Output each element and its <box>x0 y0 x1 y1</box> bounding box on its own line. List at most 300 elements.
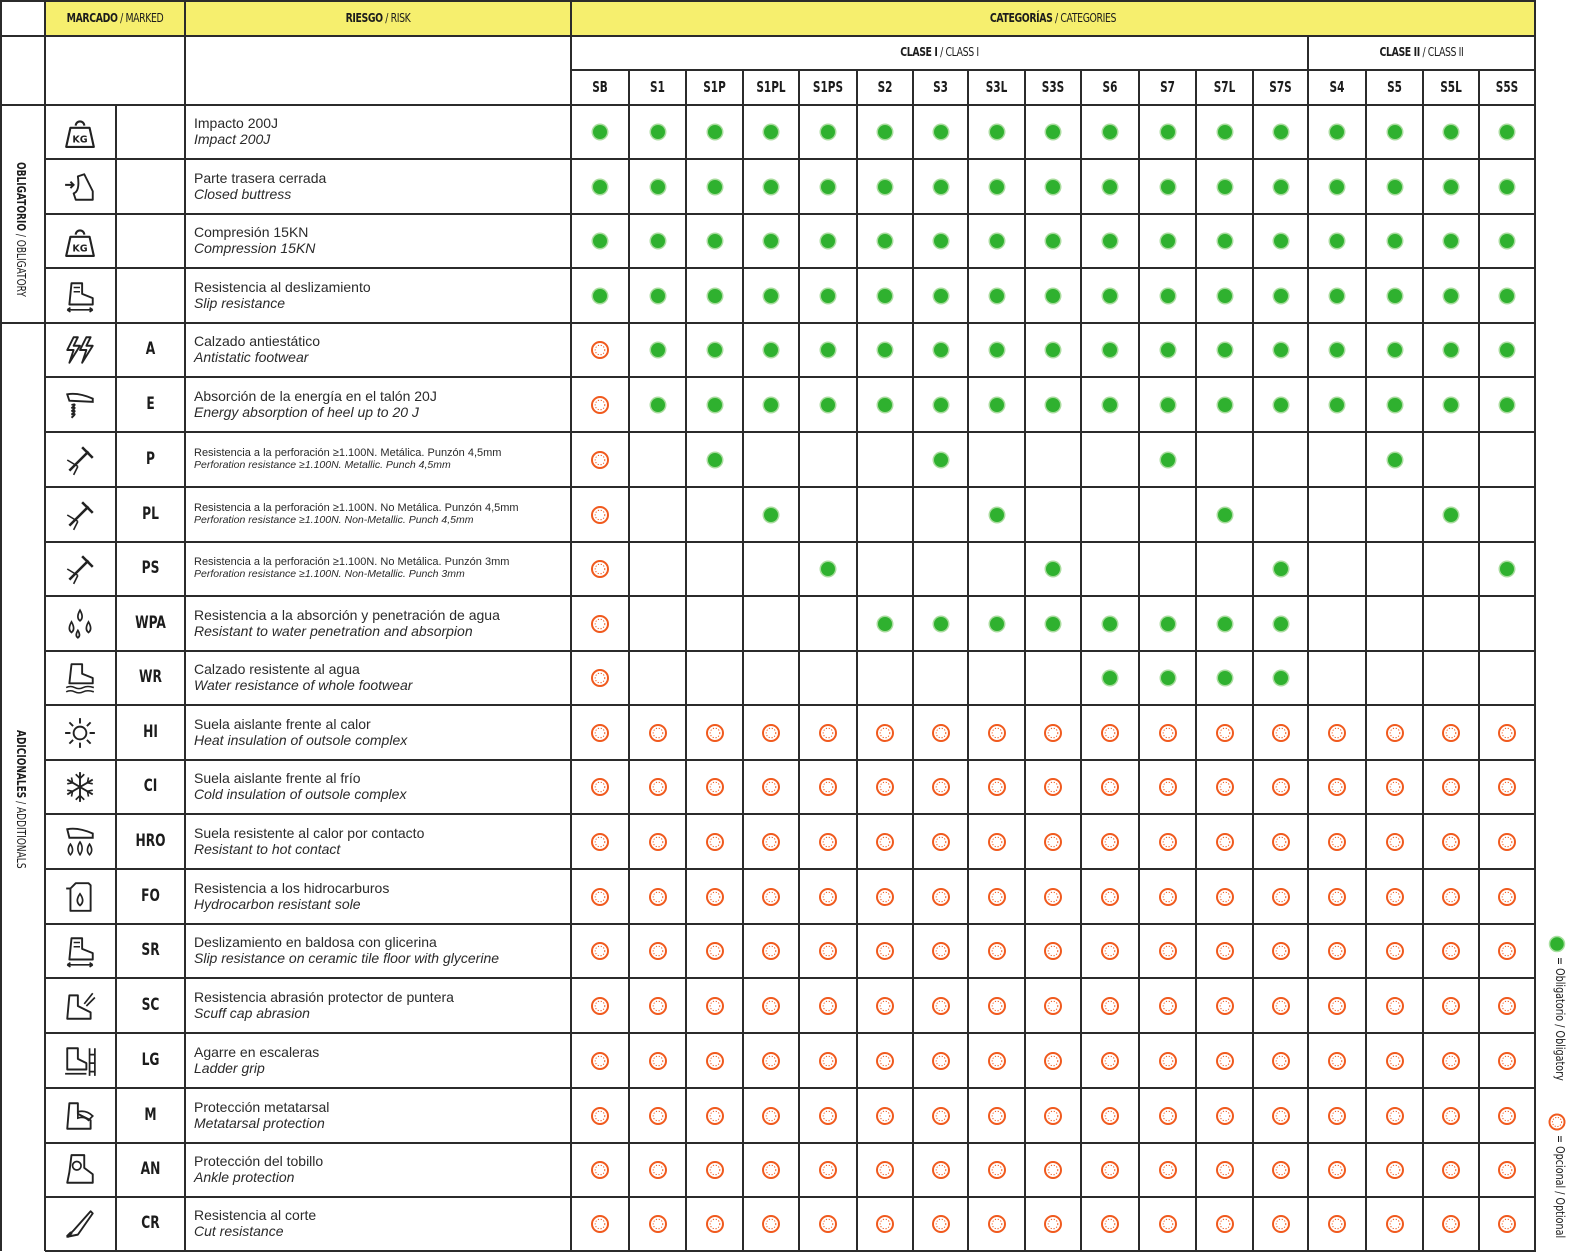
obligatory-mark <box>1271 286 1291 306</box>
optional-mark <box>705 1106 725 1126</box>
optional-mark <box>1385 887 1405 907</box>
optional-mark <box>1100 887 1120 907</box>
obligatory-mark <box>761 340 781 360</box>
grid-row-border <box>45 977 1536 979</box>
optional-mark <box>1271 1106 1291 1126</box>
obligatory-mark <box>590 122 610 142</box>
optional-mark <box>931 723 951 743</box>
obligatory-mark <box>818 395 838 415</box>
obligatory-mark <box>1497 231 1517 251</box>
risk-description <box>194 989 566 1021</box>
obligatory-mark <box>648 340 668 360</box>
optional-mark <box>590 941 610 961</box>
nail-icon <box>63 552 97 586</box>
optional-mark <box>1497 1160 1517 1180</box>
optional-mark <box>875 832 895 852</box>
optional-mark <box>1043 941 1063 961</box>
obligatory-mark <box>1043 614 1063 634</box>
weight-kg-icon <box>63 224 97 258</box>
risk-es: Suela aislante frente al calor <box>194 715 371 732</box>
optional-mark <box>875 777 895 797</box>
optional-mark <box>590 777 610 797</box>
category-header-s7l: S7L <box>1213 78 1236 96</box>
risk-en: Closed buttress <box>194 185 292 202</box>
optional-mark <box>1043 1106 1063 1126</box>
obligatory-mark <box>875 286 895 306</box>
obligatory-mark <box>761 505 781 525</box>
optional-mark <box>590 832 610 852</box>
optional-mark <box>761 1051 781 1071</box>
obligatory-mark <box>1215 340 1235 360</box>
obligatory-mark <box>1158 231 1178 251</box>
grid-vline <box>44 0 46 1251</box>
optional-mark <box>1271 1051 1291 1071</box>
optional-mark <box>1271 887 1291 907</box>
optional-mark <box>648 832 668 852</box>
obligatory-mark <box>1497 177 1517 197</box>
obligatory-mark <box>648 177 668 197</box>
optional-mark <box>818 832 838 852</box>
marking-code: AN <box>140 1159 161 1179</box>
weight-kg-icon <box>63 115 97 149</box>
optional-mark <box>1043 723 1063 743</box>
optional-mark <box>875 1214 895 1234</box>
optional-mark <box>761 1106 781 1126</box>
risk-description <box>194 447 566 471</box>
optional-mark <box>705 887 725 907</box>
category-header-s1pl: S1PL <box>756 78 786 96</box>
optional-mark <box>931 1106 951 1126</box>
obligatory-mark <box>1441 505 1461 525</box>
optional-mark <box>818 1106 838 1126</box>
optional-mark <box>1158 996 1178 1016</box>
category-header-s5l: S5L <box>1440 78 1462 96</box>
obligatory-mark <box>931 340 951 360</box>
optional-mark <box>875 1106 895 1126</box>
optional-mark <box>590 1106 610 1126</box>
grid-header-border <box>0 35 1536 37</box>
marking-code: WR <box>139 667 162 687</box>
optional-mark <box>705 1160 725 1180</box>
risk-es: Agarre en escaleras <box>194 1043 320 1060</box>
obligatory-mark <box>761 177 781 197</box>
risk-en: Impact 200J <box>194 131 271 147</box>
obligatory-mark <box>590 177 610 197</box>
marking-code: P <box>146 448 155 469</box>
optional-mark <box>987 832 1007 852</box>
obligatory-mark <box>931 177 951 197</box>
obligatory-mark <box>875 177 895 197</box>
optional-mark <box>761 1214 781 1234</box>
optional-mark <box>1497 1051 1517 1071</box>
optional-mark <box>931 887 951 907</box>
risk-en: Scuff cap abrasion <box>194 1004 310 1021</box>
header-risk: RIESGO / RISK <box>345 11 411 25</box>
optional-mark <box>1043 1051 1063 1071</box>
risk-en: Metatarsal protection <box>194 1114 325 1131</box>
optional-mark <box>648 1051 668 1071</box>
risk-es: Suela resistente al calor por contacto <box>194 824 425 841</box>
risk-description <box>194 279 566 311</box>
optional-mark <box>1271 1160 1291 1180</box>
optional-mark <box>1327 941 1347 961</box>
obligatory-mark <box>987 286 1007 306</box>
optional-mark <box>1158 941 1178 961</box>
risk-en: Cold insulation of outsole complex <box>194 786 407 802</box>
category-header-s4: S4 <box>1329 78 1345 96</box>
obligatory-mark <box>1158 122 1178 142</box>
nail-icon <box>63 443 97 477</box>
grid-vline <box>1252 70 1254 1251</box>
obligatory-mark <box>705 450 725 470</box>
grid-vline <box>1365 70 1367 1251</box>
optional-mark <box>987 723 1007 743</box>
optional-mark <box>1497 887 1517 907</box>
optional-mark <box>1158 887 1178 907</box>
ankle-icon <box>63 1153 97 1187</box>
obligatory-mark <box>987 614 1007 634</box>
obligatory-mark <box>1497 340 1517 360</box>
optional-mark <box>818 1160 838 1180</box>
grid-class-border <box>571 69 1536 71</box>
optional-mark <box>648 723 668 743</box>
legend-optional-text: = Opcional / Optional <box>1553 1135 1567 1239</box>
optional-mark <box>705 777 725 797</box>
risk-en: Ankle protection <box>194 1169 295 1185</box>
grid-vline <box>967 70 969 1251</box>
header-class-1: CLASE I / CLASS I <box>900 45 979 59</box>
grid-vline <box>1478 70 1480 1251</box>
grid-row-border <box>45 923 1536 925</box>
obligatory-mark <box>705 231 725 251</box>
obligatory-mark <box>1385 395 1405 415</box>
heel-spring-icon <box>63 388 97 422</box>
optional-mark <box>1215 832 1235 852</box>
optional-mark <box>648 941 668 961</box>
optional-mark <box>931 1214 951 1234</box>
obligatory-mark <box>987 340 1007 360</box>
optional-mark <box>761 777 781 797</box>
obligatory-mark <box>761 395 781 415</box>
risk-en: Energy absorption of heel up to 20 J <box>194 403 419 420</box>
grid-row-border <box>45 759 1536 761</box>
obligatory-mark <box>1215 505 1235 525</box>
optional-mark <box>1327 1214 1347 1234</box>
risk-es: Compresión 15KN <box>194 224 309 240</box>
grid-vline <box>570 0 572 1251</box>
marking-code: FO <box>141 885 160 906</box>
optional-mark <box>1327 1051 1347 1071</box>
obligatory-mark <box>818 559 838 579</box>
optional-mark <box>818 1051 838 1071</box>
optional-mark <box>1215 1051 1235 1071</box>
grid-top-border <box>0 0 1536 2</box>
obligatory-mark <box>875 614 895 634</box>
obligatory-mark <box>1158 286 1178 306</box>
optional-mark <box>875 941 895 961</box>
optional-mark <box>1385 1160 1405 1180</box>
optional-mark <box>1385 1051 1405 1071</box>
optional-mark <box>590 1051 610 1071</box>
risk-en: Perforation resistance ≥1.100N. Non-Metallic. Punch 3mm <box>194 568 465 580</box>
category-header-s3l: S3L <box>985 78 1008 96</box>
grid-vline <box>1024 70 1026 1251</box>
optional-mark <box>987 1160 1007 1180</box>
obligatory-mark <box>761 286 781 306</box>
grid-vline <box>742 70 744 1251</box>
optional-mark <box>1158 832 1178 852</box>
risk-description <box>194 607 566 639</box>
grid-row-border <box>45 1196 1536 1198</box>
risk-en: Hydrocarbon resistant sole <box>194 895 361 912</box>
obligatory-mark <box>1043 122 1063 142</box>
sun-icon <box>63 716 97 750</box>
obligatory-mark <box>818 177 838 197</box>
optional-mark <box>705 723 725 743</box>
obligatory-mark <box>705 286 725 306</box>
optional-mark <box>1441 1106 1461 1126</box>
obligatory-mark <box>1271 122 1291 142</box>
grid-vline <box>912 70 914 1251</box>
optional-mark <box>875 887 895 907</box>
optional-mark <box>761 887 781 907</box>
obligatory-mark <box>1271 177 1291 197</box>
optional-mark <box>1497 941 1517 961</box>
risk-en: Compression 15KN <box>194 240 316 256</box>
risk-es: Calzado resistente al agua <box>194 661 360 677</box>
optional-mark <box>1158 723 1178 743</box>
obligatory-mark <box>648 231 668 251</box>
optional-mark <box>1100 777 1120 797</box>
obligatory-mark <box>1441 395 1461 415</box>
optional-mark <box>818 941 838 961</box>
optional-mark <box>1441 1214 1461 1234</box>
svg-text:KG: KG <box>72 134 88 146</box>
obligatory-mark <box>1327 231 1347 251</box>
obligatory-mark <box>987 122 1007 142</box>
risk-en: Resistant to hot contact <box>194 840 341 857</box>
grid-row-border <box>45 1142 1536 1144</box>
risk-description <box>194 1099 566 1131</box>
obligatory-mark <box>1215 668 1235 688</box>
risk-description <box>194 934 566 966</box>
optional-mark <box>1043 996 1063 1016</box>
risk-es: Resistencia a la perforación ≥1.100N. Metálica. Punzón 4,5mm <box>194 446 502 459</box>
optional-mark <box>1100 1106 1120 1126</box>
obligatory-mark <box>1158 340 1178 360</box>
optional-mark <box>987 941 1007 961</box>
marking-code: E <box>146 393 155 414</box>
optional-mark <box>818 887 838 907</box>
marking-code: HRO <box>135 830 166 851</box>
grid-row-border <box>45 158 1536 160</box>
obligatory-mark <box>987 177 1007 197</box>
optional-mark <box>987 777 1007 797</box>
obligatory-mark <box>648 286 668 306</box>
optional-mark <box>705 1214 725 1234</box>
optional-mark <box>875 1051 895 1071</box>
obligatory-mark <box>1043 231 1063 251</box>
optional-mark <box>987 1214 1007 1234</box>
optional-mark <box>1215 1106 1235 1126</box>
optional-mark <box>705 832 725 852</box>
obligatory-mark <box>1441 122 1461 142</box>
obligatory-mark <box>1215 614 1235 634</box>
risk-es: Deslizamiento en baldosa con glicerina <box>194 934 437 950</box>
risk-es: Resistencia a la perforación ≥1.100N. No Metálica. Punzón 4,5mm <box>194 501 519 514</box>
grid-row-border <box>45 1032 1536 1034</box>
optional-mark <box>1497 832 1517 852</box>
optional-mark <box>875 1160 895 1180</box>
obligatory-mark <box>761 122 781 142</box>
obligatory-mark <box>590 231 610 251</box>
grid-row-border <box>0 104 1536 106</box>
grid-row-border <box>45 431 1536 433</box>
obligatory-mark <box>1497 122 1517 142</box>
risk-en: Perforation resistance ≥1.100N. Metallic. Punch 4,5mm <box>194 458 451 471</box>
optional-mark <box>1271 832 1291 852</box>
obligatory-mark <box>1215 286 1235 306</box>
obligatory-mark <box>931 231 951 251</box>
scuff-cap-icon <box>63 989 97 1023</box>
marking-code: A <box>145 339 156 359</box>
optional-mark <box>761 941 781 961</box>
optional-mark <box>1100 996 1120 1016</box>
obligatory-mark <box>1327 122 1347 142</box>
optional-mark <box>1327 887 1347 907</box>
obligatory-mark <box>1043 177 1063 197</box>
metatarsal-icon <box>63 1099 97 1133</box>
obligatory-mark <box>1385 340 1405 360</box>
optional-mark <box>590 1214 610 1234</box>
optional-mark <box>761 832 781 852</box>
category-header-s5: S5 <box>1387 78 1402 96</box>
marking-code: HI <box>143 721 158 742</box>
optional-mark <box>818 777 838 797</box>
category-header-s7: S7 <box>1160 78 1175 96</box>
optional-mark <box>1215 1214 1235 1234</box>
grid-row-border <box>45 486 1536 488</box>
optional-mark <box>761 996 781 1016</box>
optional-mark <box>590 1160 610 1180</box>
optional-mark <box>1385 832 1405 852</box>
grid-bottom-border <box>45 1250 1536 1252</box>
category-header-s7s: S7S <box>1269 78 1292 96</box>
optional-mark <box>818 1214 838 1234</box>
risk-en: Ladder grip <box>194 1059 265 1076</box>
optional-mark <box>1100 723 1120 743</box>
risk-es: Resistencia a los hidrocarburos <box>194 879 390 896</box>
risk-en: Resistant to water penetration and absorpion <box>194 622 473 639</box>
optional-mark <box>1158 777 1178 797</box>
optional-mark <box>1327 1160 1347 1180</box>
risk-description <box>194 770 566 802</box>
grid-vline <box>115 105 117 1251</box>
category-header-sb: SB <box>592 78 608 96</box>
legend-obligatory-dot <box>1548 935 1566 953</box>
category-header-s1ps: S1PS <box>812 78 844 96</box>
risk-description <box>194 388 566 420</box>
optional-mark <box>1497 777 1517 797</box>
risk-description <box>194 224 566 256</box>
ladder-boot-icon <box>63 1044 97 1078</box>
grid-vline <box>1422 70 1424 1251</box>
optional-mark <box>1385 723 1405 743</box>
obligatory-mark <box>1441 340 1461 360</box>
grid-row-border <box>45 541 1536 543</box>
risk-es: Calzado antiestático <box>194 333 321 349</box>
risk-en: Cut resistance <box>194 1223 284 1239</box>
grid-row-border <box>45 704 1536 706</box>
obligatory-mark <box>818 231 838 251</box>
risk-description <box>194 880 566 912</box>
grid-class-divider <box>1307 36 1309 1251</box>
optional-mark <box>1043 1160 1063 1180</box>
grid-right-border <box>1534 0 1536 1251</box>
svg-text:KG: KG <box>72 243 88 255</box>
optional-mark <box>1158 1160 1178 1180</box>
obligatory-mark <box>1043 559 1063 579</box>
optional-mark <box>931 777 951 797</box>
optional-mark <box>1043 832 1063 852</box>
category-header-s3: S3 <box>933 78 948 96</box>
optional-mark <box>1441 1160 1461 1180</box>
risk-en: Slip resistance <box>194 294 286 311</box>
obligatory-mark <box>1100 668 1120 688</box>
obligatory-mark <box>590 286 610 306</box>
marking-code: WPA <box>135 612 166 633</box>
marking-code: LG <box>141 1049 160 1070</box>
obligatory-mark <box>705 122 725 142</box>
optional-mark <box>590 668 610 688</box>
obligatory-mark <box>987 505 1007 525</box>
obligatory-mark <box>1385 231 1405 251</box>
obligatory-mark <box>1327 340 1347 360</box>
slip-boot-icon <box>63 279 97 313</box>
grid-row-border <box>45 213 1536 215</box>
risk-es: Suela aislante frente al frío <box>194 770 361 786</box>
obligatory-mark <box>1385 286 1405 306</box>
marking-code: CI <box>143 776 158 796</box>
obligatory-mark <box>1271 668 1291 688</box>
optional-mark <box>1385 996 1405 1016</box>
snowflake-icon <box>63 770 97 804</box>
optional-mark <box>1158 1106 1178 1126</box>
category-header-s5s: S5S <box>1495 78 1519 96</box>
obligatory-mark <box>1215 395 1235 415</box>
header-categories: CATEGORÍAS / CATEGORIES <box>989 11 1117 25</box>
risk-description <box>194 170 566 202</box>
obligatory-mark <box>1271 395 1291 415</box>
category-header-s1: S1 <box>650 78 665 96</box>
obligatory-mark <box>931 450 951 470</box>
optional-mark <box>1158 1051 1178 1071</box>
fuel-can-icon <box>63 880 97 914</box>
obligatory-mark <box>648 122 668 142</box>
risk-es: Protección del tobillo <box>194 1153 324 1169</box>
obligatory-mark <box>705 395 725 415</box>
risk-description <box>194 825 566 857</box>
risk-description <box>194 115 566 147</box>
grid-vline <box>1195 70 1197 1251</box>
obligatory-mark <box>1441 177 1461 197</box>
category-header-s6: S6 <box>1102 78 1118 96</box>
optional-mark <box>1441 941 1461 961</box>
optional-mark <box>1327 996 1347 1016</box>
section-additional-label: ADICIONALES / ADDITIONALS <box>14 730 28 869</box>
obligatory-mark <box>987 231 1007 251</box>
risk-es: Resistencia abrasión protector de puntera <box>194 988 454 1005</box>
